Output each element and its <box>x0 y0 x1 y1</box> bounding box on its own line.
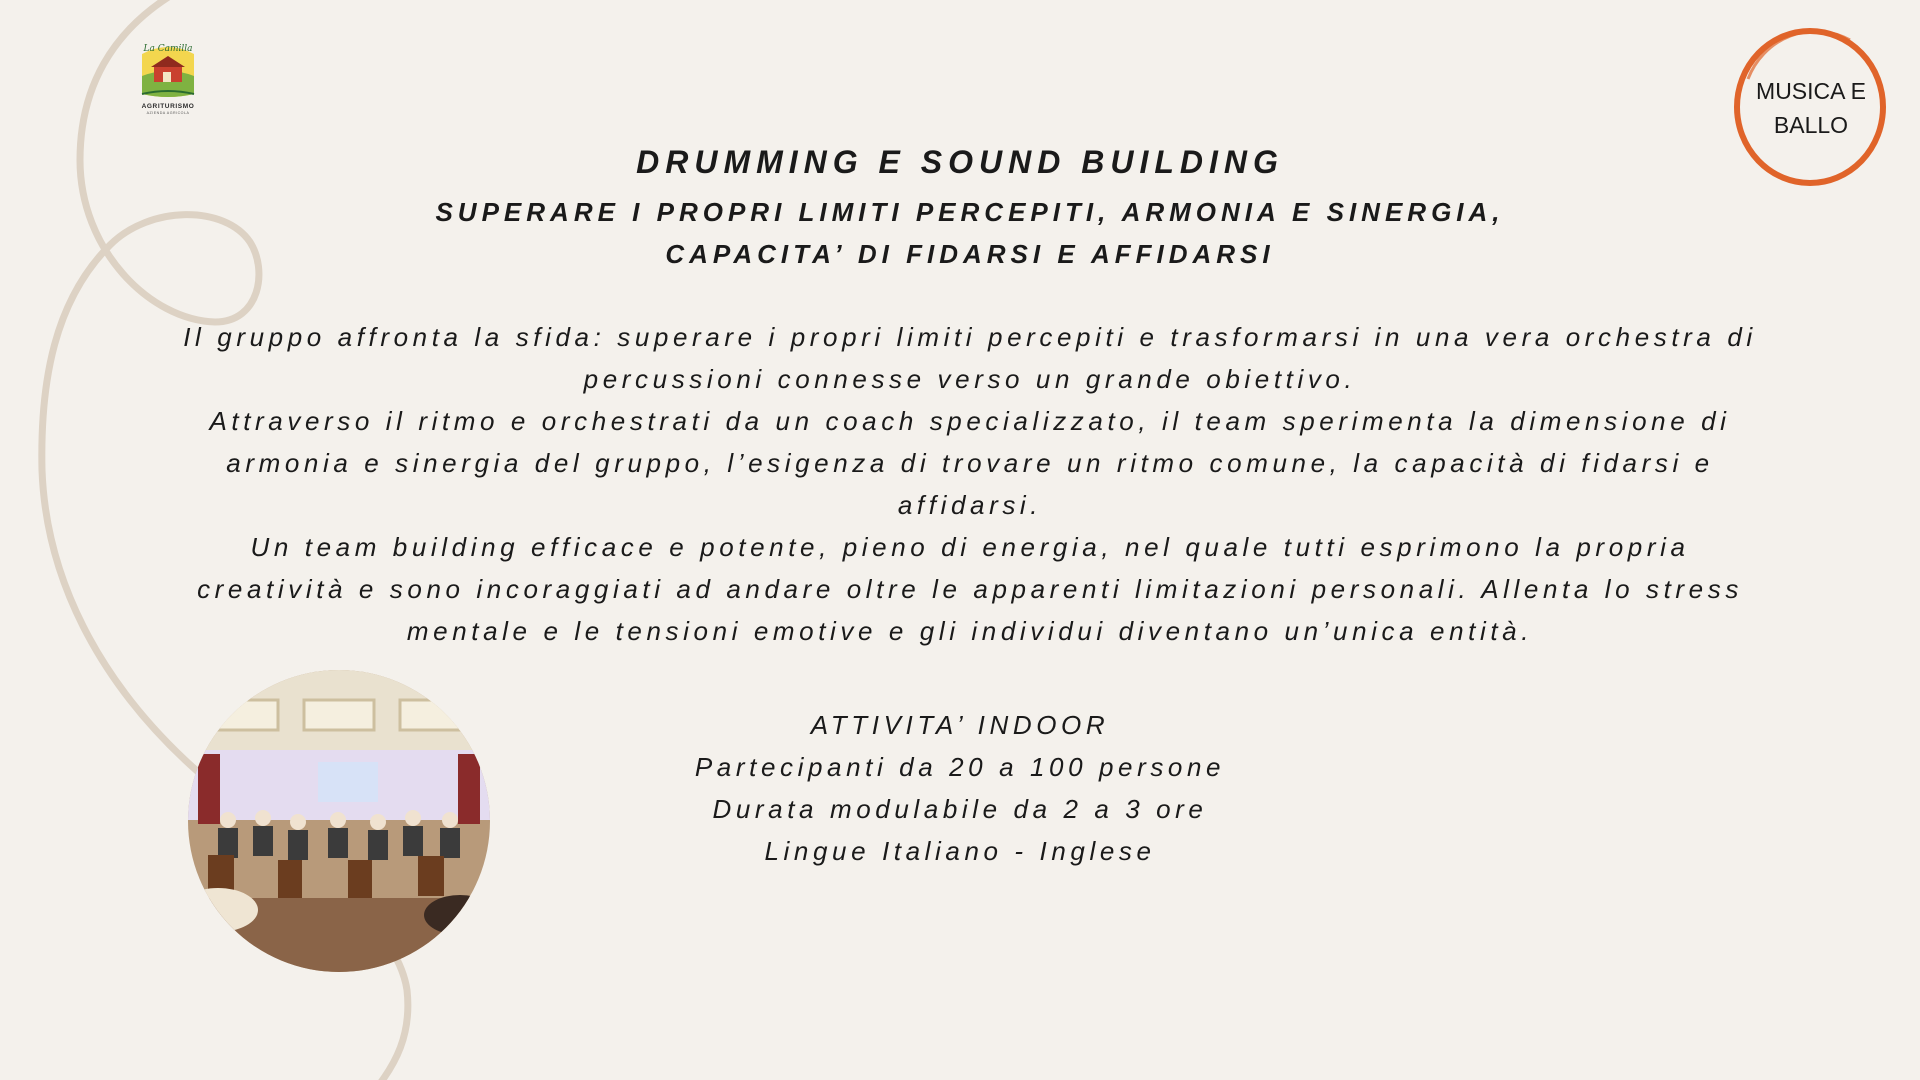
duration-info: Durata modulabile da 2 a 3 ore <box>712 794 1208 824</box>
activity-type: ATTIVITA’ INDOOR <box>810 710 1110 740</box>
description-paragraph: Un team building efficace e potente, pieno di energia, nel quale tutti esprimono la propria creatività e sono incoraggiati ad andare oltre le apparenti limitazioni personali. Allenta lo stress mentale e le tensioni emotive e gli individui diventano un’unica entità. <box>197 532 1743 646</box>
description-paragraph: Attraverso il ritmo e orchestrati da un coach specializzato, il team sperimenta la dimensione di armonia e sinergia del gruppo, l’esigenza di trovare un ritmo comune, la capacità di fidarsi e affidarsi. <box>209 406 1731 520</box>
description-paragraph: Il gruppo affronta la sfida: superare i propri limiti percepiti e trasformarsi in una vera orchestra di percussioni connesse verso un grande obiettivo. <box>183 322 1757 394</box>
subtitle-line: CAPACITA’ DI FIDARSI E AFFIDARSI <box>665 239 1275 269</box>
category-badge <box>1730 24 1890 190</box>
farmhouse-logo-icon <box>128 36 208 116</box>
description <box>180 316 1760 652</box>
activity-details <box>560 704 1360 872</box>
subtitle-line: SUPERARE I PROPRI LIMITI PERCEPITI, ARMONIA E SINERGIA, <box>435 197 1505 227</box>
page-subtitle <box>260 191 1680 275</box>
badge-label: MUSICA E BALLO <box>1756 78 1866 138</box>
languages-info: Lingue Italiano - Inglese <box>764 836 1156 866</box>
agriturismo-logo <box>128 36 208 116</box>
logo-script-text: La Camilla <box>143 44 193 54</box>
logo-subword-text: AZIENDA AGRICOLA <box>146 111 190 115</box>
participants-info: Partecipanti da 20 a 100 persone <box>694 752 1226 782</box>
page-title: DRUMMING E SOUND BUILDING <box>636 144 1284 180</box>
logo-word-text: AGRITURISMO <box>141 103 195 110</box>
drum-circle-photo <box>188 670 490 972</box>
